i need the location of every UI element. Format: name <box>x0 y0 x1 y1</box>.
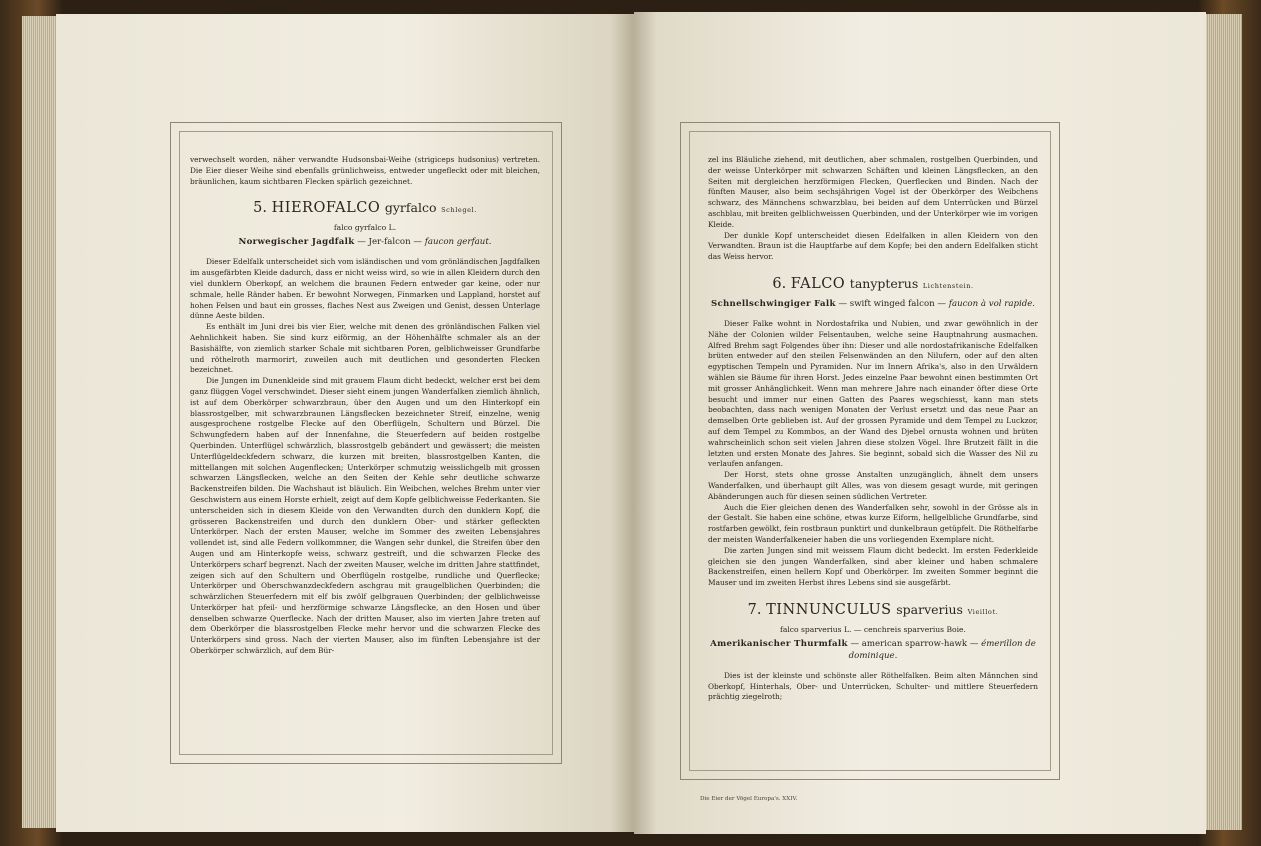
vernacular-german: Amerikanischer Thurmfalk <box>710 638 848 649</box>
body-paragraph: Der dunkle Kopf unterscheidet diesen Edelfalken in allen Kleidern von den Verwandten. Braun ist die Hauptfarbe auf dem Kopfe; bei den andern Edelfalken sticht das Weiss hervor. <box>708 230 1038 262</box>
body-paragraph: zel ins Bläuliche ziehend, mit deutlichen, aber schmalen, rostgelben Querbinden, und der weisse Unterkörper mit schwarzen Schäften und kleinen Längsflecken, an den Seiten mit dergleichen herzförmigen Flecken, Querflecken und Binden. Nach der fünften Mauser, also beim sechsjährigen Vogel ist der Oberkörper des Weibchens schwarz, des Männchens schwarzblau, bei beiden auf dem Unterrücken und Bürzel aschblau, mit breiten gelblichweissen Querbinden, und der Unterkörper wie im vorigen Kleide. <box>708 155 1038 229</box>
right-text-column <box>708 155 1038 703</box>
body-paragraph: Dies ist der kleinste und schönste aller Röthelfalken. Beim alten Männchen sind Oberkopf, Hinterhals, Ober- und Unterrücken, Schulter- und mittlere Steuerfedern prächtig ziegelroth; <box>708 670 1038 702</box>
body-paragraph: Die zarten Jungen sind mit weissem Flaum dicht bedeckt. Im ersten Federkleide gleichen sie den jungen Wanderfalken, sind aber kleiner und haben schmalere Backenstreifen, einen hellern Kopf und Oberkörper. Im zweiten Sommer beginnt die Mauser und im zweiten Herbst ihres Lebens sind sie ausgefärbt. <box>708 545 1038 588</box>
species-genus: FALCO <box>790 275 846 292</box>
page-edges-right <box>1200 14 1242 830</box>
species-heading-7 <box>708 601 1038 621</box>
body-paragraph: Es enthält im Juni drei bis vier Eier, welche mit denen des grönländischen Falken viel Aehnlichkeit haben. Sie sind kurz eiförmig, an der Höhenhälfte schmaler als an der Basishälfte, von ziemlich starker Schale mit sichtbaren Poren, gelblichweisser Grundfarbe und röthelroth marmorirt, zuweilen auch mit deutlichen und gesonderten Flecken bezeichnet. <box>190 322 540 375</box>
vernacular-english: — Jer-falcon — <box>357 237 422 248</box>
species-heading-5 <box>190 199 540 219</box>
left-text-column <box>190 155 540 657</box>
species-synonym: falco gyrfalco L. <box>333 223 397 233</box>
species-author: Vieillot. <box>967 607 999 616</box>
species-vernacular-names <box>708 638 1038 662</box>
species-author: Schlegel. <box>441 206 477 215</box>
species-vernacular-names <box>708 298 1038 310</box>
body-paragraph: Auch die Eier gleichen denen des Wanderfalken sehr, sowohl in der Grösse als in der Gestalt. Sie haben eine schöne, etwas kurze Eiform, hellgelbliche Grundfarbe, sind rostfarben gewölkt, fein rostbraun punktirt und dunkelbraun getüpfelt. Die Röthelfarbe der meisten Wanderfalkeneier haben die uns vorliegenden Exemplare nicht. <box>708 502 1038 544</box>
vernacular-french: faucon à vol rapide. <box>948 298 1036 309</box>
body-paragraph: Dieser Edelfalk unterscheidet sich vom isländischen und vom grönländischen Jagdfalken im ausgefärbten Kleide dadurch, dass er nicht weiss wird, so wie in allen Kleidern durch den viel dunklern Oberkopf, an welchem die braunen Federn entweder gar keine, oder nur schmale, helle Ränder haben. Er bewohnt Norwegen, Finmarken und Lappland, horstet auf hohen Felsen und baut ein grosses, flaches Nest aus Zweigen und Genist, dessen Unterlage dünne Aeste bilden. <box>190 257 540 321</box>
vernacular-english: — american sparrow-hawk — <box>850 638 979 649</box>
species-synonym: falco sparverius L. — cenchreis sparverius Boie. <box>780 624 966 634</box>
species-author: Lichtenstein. <box>922 281 974 290</box>
vernacular-german: Norwegischer Jagdfalk <box>238 237 355 248</box>
species-genus: TINNUNCULUS <box>766 601 892 618</box>
species-number: 7. <box>747 601 762 618</box>
species-epithet: sparverius <box>896 601 963 617</box>
body-paragraph: Dieser Falke wohnt in Nordostafrika und Nubien, und zwar gewöhnlich in der Nähe der Colonien wilder Felsentauben, welche seine Hauptnahrung ausmachen. Alfred Brehm sagt Folgendes über ihn: Dieser und alle nordostafrikanische Edelfalken brüten entweder auf den steilen Felsenwänden an den Nilufern, oder auf den alten egyptischen Tempeln und Pyramiden. Nur im Innern Afrika's, also in den Urwäldern wählen sie Bäume für ihren Horst. Jedes einzelne Paar bewohnt einen bestimmten Ort mit grosser Anhänglichkeit. Wenn man mehrere Jahre nach einander öfter diese Orte besucht und immer nur einen Gatten des Paares wegschiesst, kann man stets beobachten, dass nach wenigen Monaten der Verlust ersetzt und das neue Paar an demselben Orte geblieben ist. Auf der grossen Pyramide und dem Tempel zu Luckzor, auf dem Tempel zu Kommbos, an der Wand des Djebel ornusta wohnen und brüten wahrscheinlich schon seit vielen Jahren diese stolzen Vögel. Ihre Brutzeit fällt in die letzten und ersten Monate des Jahres. Sie beginnt, sobald sich die Wasser des Nil zu verlaufen anfangen. <box>708 318 1038 469</box>
intro-paragraph: verwechselt worden, näher verwandte Hudsonsbai-Weihe (strigiceps hudsonius) vertreten. Die Eier dieser Weihe sind ebenfalls grünlichweiss, entweder ungefleckt oder mit bleichen, bräunlichen, kaum sichtbaren Flecken spärlich gezeichnet. <box>190 155 540 186</box>
body-paragraph: Die Jungen im Dunenkleide sind mit grauem Flaum dicht bedeckt, welcher erst bei dem ganz flüggen Vogel verschwindet. Dieser sieht einem jungen Wanderfalken ziemlich ähnlich, ist auf dem Oberkörper schwarzbraun, über den Augen und um den Hinterkopf ein blassrostgelber, mit schwarzbraunen Längsflecken bezeichneter Streif, einzelne, wenig ausgesprochene rostgelbe Flecke auf den Oberflügeln, Schultern und Bürzel. Die Schwungfedern haben auf der Innenfahne, die Steuerfedern auf beiden rostgelbe Querbinden. Unterflügel schwärzlich, blassrostgelb gebändert und gewässert; die meisten Unterflügeldeckfedern schwarz, die kurzen mit breiten, blassrostgelben Kanten, die mittellangen mit solchen Augenflecken; Unterkörper schmutzig weisslichgelb mit grossen schwarzen Längsflecken, welche an den Seiten der Kehle sehr deutliche schwarze Backenstreifen bilden. Die Wachshaut ist bläulich. Ein Weibchen, welches Brehm unter vier Geschwistern aus einem Horste erhielt, zeigt auf dem Kopfe gelblichweisse Federkanten. Sie unterscheiden sich in diesem Kleide von den Verwandten durch den dunklern Kopf, die grösseren Backenstreifen und durch den dunklern Ober- und stärker gefleckten Unterkörper. Nach der ersten Mauser, welche im Sommer des zweiten Lebensjahres vollendet ist, sind alle Federn vollkommner, die Wangen sehr dunkel, die Streifen über den Augen und am Hinterkopfe weiss, schwarz gestreift, und die schwarzen Flecke des Unterkörpers scharf begrenzt. Nach der zweiten Mauser, welche im dritten Jahre stattfindet, zeigen sich auf den Schultern und Oberflügeln rostgelbe, rundliche und Querflecke; Unterkörper und Oberschwanzdeckfedern aschgrau mit graugelblichen Querbinden; die schwärzlichen Steuerfedern mit elf bis zwölf gelbgrauen Querbinden; der gelblichweisse Unterkörper hat pfeil- und herzförmige schwarze Längsflecke, an den Hosen und über denselben schwarze Querflecke. Nach der dritten Mauser, also im vierten Jahre treten auf dem Oberkörper die blassrostgelben Flecke mehr hervor und die schwarzen Flecke des Unterkörpers sind gross. Nach der vierten Mauser, also im fünften Lebensjahre ist der Oberkörper schwärzlich, auf dem Bür- <box>190 376 540 656</box>
page-footer: Die Eier der Vögel Europa's. XXIV. <box>700 796 798 802</box>
vernacular-french: émerillon de dominique. <box>848 638 1036 661</box>
species-heading-6 <box>708 275 1038 295</box>
species-epithet: gyrfalco <box>384 200 437 216</box>
vernacular-french: faucon gerfaut. <box>424 237 492 248</box>
body-paragraph: Der Horst, stets ohne grosse Anstalten unzugänglich, ähnelt dem unsers Wanderfalken, und überhaupt gilt Alles, was von diesem gesagt wurde, mit geringen Abänderungen auch für diesen seinen südlichen Vertreter. <box>708 470 1038 501</box>
page-edges-left <box>22 16 60 828</box>
vernacular-german: Schnellschwingiger Falk <box>710 298 836 309</box>
species-vernacular-names <box>190 236 540 248</box>
species-number: 6. <box>772 275 787 292</box>
species-number: 5. <box>253 200 267 217</box>
species-epithet: tanypterus <box>849 275 919 291</box>
species-genus: HIEROFALCO <box>271 200 381 217</box>
vernacular-english: — swift winged falcon — <box>838 298 947 309</box>
